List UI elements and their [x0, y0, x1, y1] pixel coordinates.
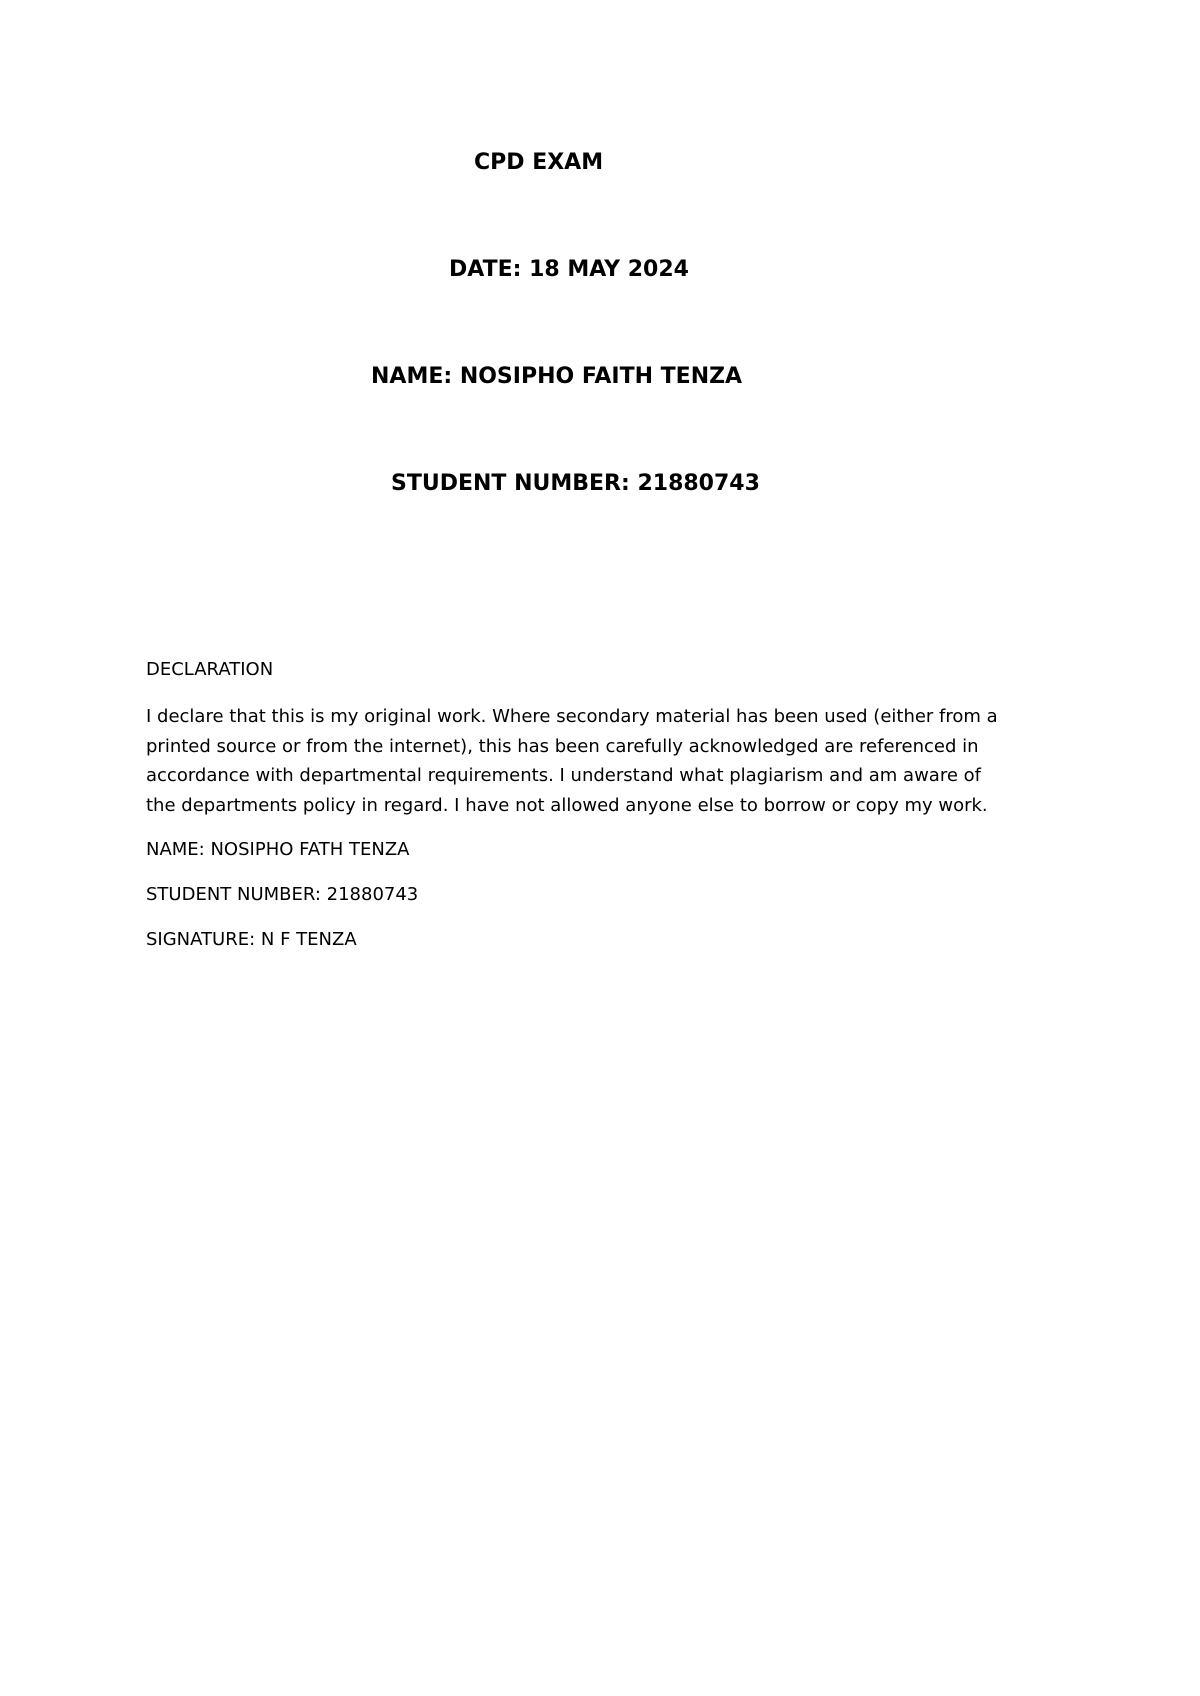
declaration-name: NAME: NOSIPHO FATH TENZA: [146, 839, 410, 860]
cover-student-number: STUDENT NUMBER: 21880743: [391, 471, 760, 496]
declaration-signature: SIGNATURE: N F TENZA: [146, 929, 357, 950]
declaration-paragraph: [146, 702, 1046, 820]
declaration-line: accordance with departmental requirements. I understand what plagiarism and am aware of: [146, 765, 981, 786]
declaration-line: the departments policy in regard. I have not allowed anyone else to borrow or copy my work.: [146, 794, 988, 816]
declaration-line: printed source or from the internet), this has been carefully acknowledged are referenced in: [146, 735, 979, 757]
declaration-student-number: STUDENT NUMBER: 21880743: [146, 884, 419, 905]
cover-title: CPD EXAM: [474, 150, 604, 175]
declaration-line: I declare that this is my original work. Where secondary material has been used (either from a: [146, 706, 998, 727]
cover-date: DATE: 18 MAY 2024: [449, 257, 689, 282]
cover-name: NAME: NOSIPHO FAITH TENZA: [371, 364, 743, 389]
declaration-heading: DECLARATION: [146, 659, 274, 680]
